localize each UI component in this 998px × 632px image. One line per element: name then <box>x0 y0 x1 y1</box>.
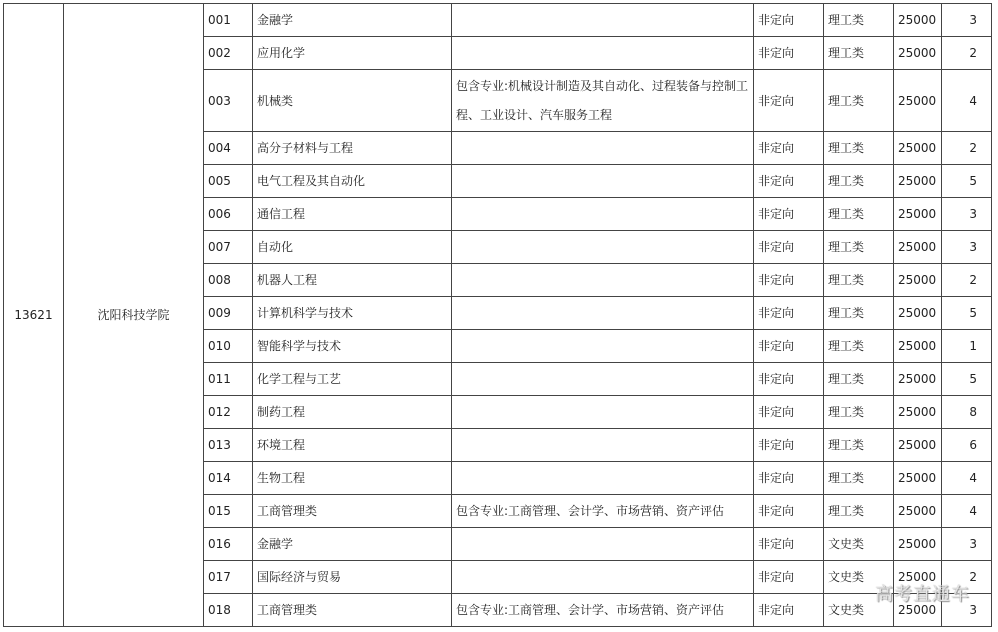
direction-cell: 非定向 <box>754 561 824 594</box>
major-code-cell: 016 <box>204 528 253 561</box>
tuition-cell: 25000 <box>894 132 942 165</box>
major-name-cell: 工商管理类 <box>253 594 452 627</box>
major-note-cell <box>452 297 754 330</box>
major-code-cell: 014 <box>204 462 253 495</box>
plan-count-cell: 1 <box>942 330 992 363</box>
major-name-cell: 化学工程与工艺 <box>253 363 452 396</box>
category-cell: 理工类 <box>824 429 894 462</box>
category-cell: 理工类 <box>824 165 894 198</box>
tuition-cell: 25000 <box>894 70 942 132</box>
tuition-cell: 25000 <box>894 363 942 396</box>
major-note-cell <box>452 198 754 231</box>
direction-cell: 非定向 <box>754 264 824 297</box>
direction-cell: 非定向 <box>754 396 824 429</box>
major-note-cell <box>452 37 754 70</box>
major-name-cell: 计算机科学与技术 <box>253 297 452 330</box>
plan-count-cell: 3 <box>942 528 992 561</box>
major-note-cell: 包含专业:工商管理、会计学、市场营销、资产评估 <box>452 594 754 627</box>
direction-cell: 非定向 <box>754 4 824 37</box>
major-code-cell: 013 <box>204 429 253 462</box>
category-cell: 理工类 <box>824 330 894 363</box>
major-note-cell <box>452 396 754 429</box>
direction-cell: 非定向 <box>754 363 824 396</box>
major-name-cell: 机械类 <box>253 70 452 132</box>
tuition-cell: 25000 <box>894 561 942 594</box>
category-cell: 理工类 <box>824 264 894 297</box>
tuition-cell: 25000 <box>894 462 942 495</box>
major-note-cell <box>452 429 754 462</box>
direction-cell: 非定向 <box>754 37 824 70</box>
school-name-cell: 沈阳科技学院 <box>64 4 204 627</box>
plan-count-cell: 3 <box>942 231 992 264</box>
table-body <box>4 4 992 627</box>
major-code-cell: 009 <box>204 297 253 330</box>
plan-count-cell: 8 <box>942 396 992 429</box>
major-code-cell: 005 <box>204 165 253 198</box>
tuition-cell: 25000 <box>894 429 942 462</box>
major-code-cell: 004 <box>204 132 253 165</box>
direction-cell: 非定向 <box>754 495 824 528</box>
category-cell: 理工类 <box>824 132 894 165</box>
category-cell: 文史类 <box>824 561 894 594</box>
plan-count-cell: 2 <box>942 132 992 165</box>
major-name-cell: 智能科学与技术 <box>253 330 452 363</box>
category-cell: 理工类 <box>824 495 894 528</box>
admission-plan-table <box>3 3 992 627</box>
category-cell: 理工类 <box>824 363 894 396</box>
plan-count-cell: 5 <box>942 297 992 330</box>
direction-cell: 非定向 <box>754 198 824 231</box>
school-code-cell: 13621 <box>4 4 64 627</box>
category-cell: 文史类 <box>824 594 894 627</box>
direction-cell: 非定向 <box>754 330 824 363</box>
major-name-cell: 环境工程 <box>253 429 452 462</box>
major-code-cell: 017 <box>204 561 253 594</box>
major-name-cell: 生物工程 <box>253 462 452 495</box>
tuition-cell: 25000 <box>894 165 942 198</box>
major-note-cell <box>452 561 754 594</box>
direction-cell: 非定向 <box>754 297 824 330</box>
major-code-cell: 015 <box>204 495 253 528</box>
major-code-cell: 007 <box>204 231 253 264</box>
watermark-text: 高考直通车 <box>875 584 970 605</box>
major-name-cell: 国际经济与贸易 <box>253 561 452 594</box>
direction-cell: 非定向 <box>754 528 824 561</box>
category-cell: 理工类 <box>824 297 894 330</box>
major-note-cell <box>452 264 754 297</box>
plan-count-cell: 5 <box>942 363 992 396</box>
major-note-cell <box>452 165 754 198</box>
table-row <box>4 4 992 37</box>
major-name-cell: 制药工程 <box>253 396 452 429</box>
plan-count-cell: 2 <box>942 37 992 70</box>
tuition-cell: 25000 <box>894 594 942 627</box>
major-name-cell: 金融学 <box>253 4 452 37</box>
category-cell: 理工类 <box>824 198 894 231</box>
major-code-cell: 001 <box>204 4 253 37</box>
plan-count-cell: 3 <box>942 4 992 37</box>
tuition-cell: 25000 <box>894 4 942 37</box>
tuition-cell: 25000 <box>894 396 942 429</box>
plan-count-cell: 2 <box>942 561 992 594</box>
tuition-cell: 25000 <box>894 198 942 231</box>
tuition-cell: 25000 <box>894 264 942 297</box>
major-name-cell: 工商管理类 <box>253 495 452 528</box>
direction-cell: 非定向 <box>754 70 824 132</box>
plan-count-cell: 4 <box>942 462 992 495</box>
major-code-cell: 002 <box>204 37 253 70</box>
major-name-cell: 自动化 <box>253 231 452 264</box>
plan-count-cell: 4 <box>942 70 992 132</box>
major-code-cell: 011 <box>204 363 253 396</box>
direction-cell: 非定向 <box>754 132 824 165</box>
major-note-cell <box>452 330 754 363</box>
major-code-cell: 018 <box>204 594 253 627</box>
major-code-cell: 008 <box>204 264 253 297</box>
category-cell: 理工类 <box>824 70 894 132</box>
major-note-cell <box>452 528 754 561</box>
plan-count-cell: 4 <box>942 495 992 528</box>
major-note-cell: 包含专业:工商管理、会计学、市场营销、资产评估 <box>452 495 754 528</box>
major-name-cell: 高分子材料与工程 <box>253 132 452 165</box>
tuition-cell: 25000 <box>894 297 942 330</box>
plan-count-cell: 2 <box>942 264 992 297</box>
major-code-cell: 006 <box>204 198 253 231</box>
category-cell: 理工类 <box>824 231 894 264</box>
major-code-cell: 012 <box>204 396 253 429</box>
direction-cell: 非定向 <box>754 165 824 198</box>
direction-cell: 非定向 <box>754 231 824 264</box>
major-name-cell: 应用化学 <box>253 37 452 70</box>
tuition-cell: 25000 <box>894 330 942 363</box>
major-note-cell <box>452 4 754 37</box>
category-cell: 理工类 <box>824 4 894 37</box>
category-cell: 理工类 <box>824 462 894 495</box>
major-code-cell: 010 <box>204 330 253 363</box>
major-note-cell <box>452 363 754 396</box>
major-note-cell: 包含专业:机械设计制造及其自动化、过程装备与控制工程、工业设计、汽车服务工程 <box>452 70 754 132</box>
major-note-cell <box>452 462 754 495</box>
major-name-cell: 通信工程 <box>253 198 452 231</box>
major-name-cell: 电气工程及其自动化 <box>253 165 452 198</box>
direction-cell: 非定向 <box>754 462 824 495</box>
direction-cell: 非定向 <box>754 594 824 627</box>
tuition-cell: 25000 <box>894 528 942 561</box>
category-cell: 理工类 <box>824 396 894 429</box>
major-name-cell: 机器人工程 <box>253 264 452 297</box>
plan-count-cell: 5 <box>942 165 992 198</box>
plan-count-cell: 3 <box>942 594 992 627</box>
tuition-cell: 25000 <box>894 231 942 264</box>
plan-count-cell: 6 <box>942 429 992 462</box>
tuition-cell: 25000 <box>894 37 942 70</box>
major-code-cell: 003 <box>204 70 253 132</box>
major-name-cell: 金融学 <box>253 528 452 561</box>
major-note-cell <box>452 132 754 165</box>
plan-count-cell: 3 <box>942 198 992 231</box>
bottom-edge <box>0 627 998 632</box>
direction-cell: 非定向 <box>754 429 824 462</box>
category-cell: 文史类 <box>824 528 894 561</box>
tuition-cell: 25000 <box>894 495 942 528</box>
major-note-cell <box>452 231 754 264</box>
category-cell: 理工类 <box>824 37 894 70</box>
